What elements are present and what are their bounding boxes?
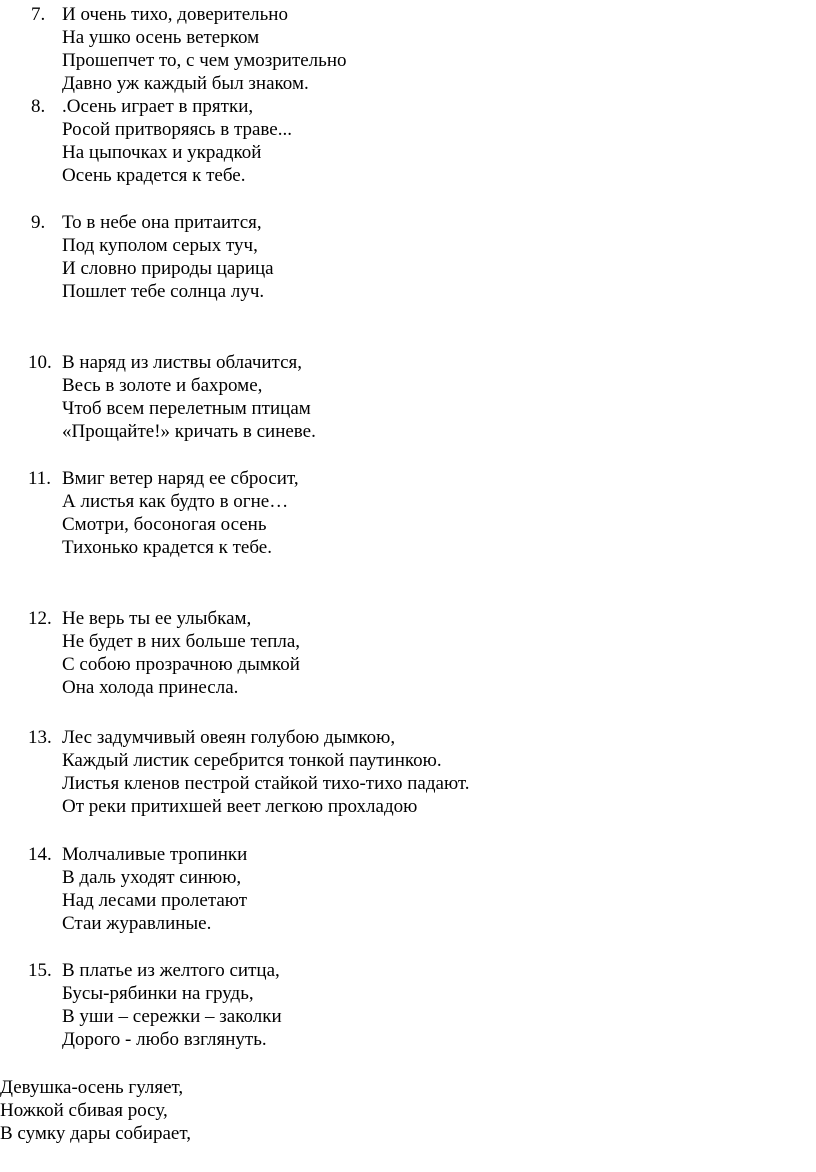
poem-line: И очень тихо, доверительно <box>62 4 288 25</box>
poem-line: Тихонько крадется к тебе. <box>62 537 272 558</box>
poem-line: В даль уходят синюю, <box>62 867 242 888</box>
poem-line: Листья кленов пестрой стайкой тихо-тихо падают. <box>62 773 470 794</box>
poem-line: В сумку дары собирает, <box>0 1123 191 1144</box>
stanza-number: 12. <box>28 608 52 629</box>
poem-line: Прошепчет то, с чем умозрительно <box>62 50 347 71</box>
poem-line: Чтоб всем перелетным птицам <box>62 398 311 419</box>
poem-line: Лес задумчивый овеян голубою дымкою, <box>62 727 396 748</box>
poem-line: Над лесами пролетают <box>62 890 248 911</box>
poem-line: На цыпочках и украдкой <box>62 142 262 163</box>
poem-line: Стаи журавлиные. <box>62 913 212 934</box>
stanza-number: 14. <box>28 844 52 865</box>
poem-line: А листья как будто в огне… <box>62 491 289 512</box>
stanza-number: 7. <box>31 4 46 25</box>
poem-line: В наряд из листвы облачится, <box>62 352 303 373</box>
poem-line: Осень крадется к тебе. <box>62 165 246 186</box>
poem-line: Молчаливые тропинки <box>62 844 248 865</box>
poem-line: И словно природы царица <box>62 258 274 279</box>
poem-line: Весь в золоте и бахроме, <box>62 375 263 396</box>
poem-line: Под куполом серых туч, <box>62 235 258 256</box>
poem-line: То в небе она притаится, <box>62 212 262 233</box>
stanza-number: 9. <box>31 212 46 233</box>
poem-line: Ножкой сбивая росу, <box>0 1100 168 1121</box>
poem-line: В уши – сережки – заколки <box>62 1006 282 1027</box>
stanza-number: 8. <box>31 96 46 117</box>
poem-line: .Осень играет в прятки, <box>62 96 254 117</box>
stanza-number: 11. <box>28 468 52 489</box>
poem-line: Вмиг ветер наряд ее сбросит, <box>62 468 299 489</box>
poem-line: Пошлет тебе солнца луч. <box>62 281 265 302</box>
poem-line: В платье из желтого ситца, <box>62 960 280 981</box>
stanza-number: 15. <box>28 960 52 981</box>
poem-line: Бусы-рябинки на грудь, <box>62 983 254 1004</box>
poem-line: Не будет в них больше тепла, <box>62 631 301 652</box>
poem-line: «Прощайте!» кричать в синеве. <box>62 421 316 442</box>
poem-line: С собою прозрачною дымкой <box>62 654 300 675</box>
poem-line: На ушко осень ветерком <box>62 27 260 48</box>
poem-line: Каждый листик серебрится тонкой паутинкою. <box>62 750 442 771</box>
poem-line: Смотри, босоногая осень <box>62 514 267 535</box>
stanza-number: 10. <box>28 352 52 373</box>
poem-line: Она холода принесла. <box>62 677 239 698</box>
poem-line: От реки притихшей веет легкою прохладою <box>62 796 418 817</box>
poem-line: Не верь ты ее улыбкам, <box>62 608 252 629</box>
poem-line: Девушка-осень гуляет, <box>0 1077 184 1098</box>
poem-line: Росой притворяясь в траве... <box>62 119 292 140</box>
stanza-number: 13. <box>28 727 52 748</box>
poem-line: Дорого - любо взглянуть. <box>62 1029 267 1050</box>
poem-line: Давно уж каждый был знаком. <box>62 73 309 94</box>
